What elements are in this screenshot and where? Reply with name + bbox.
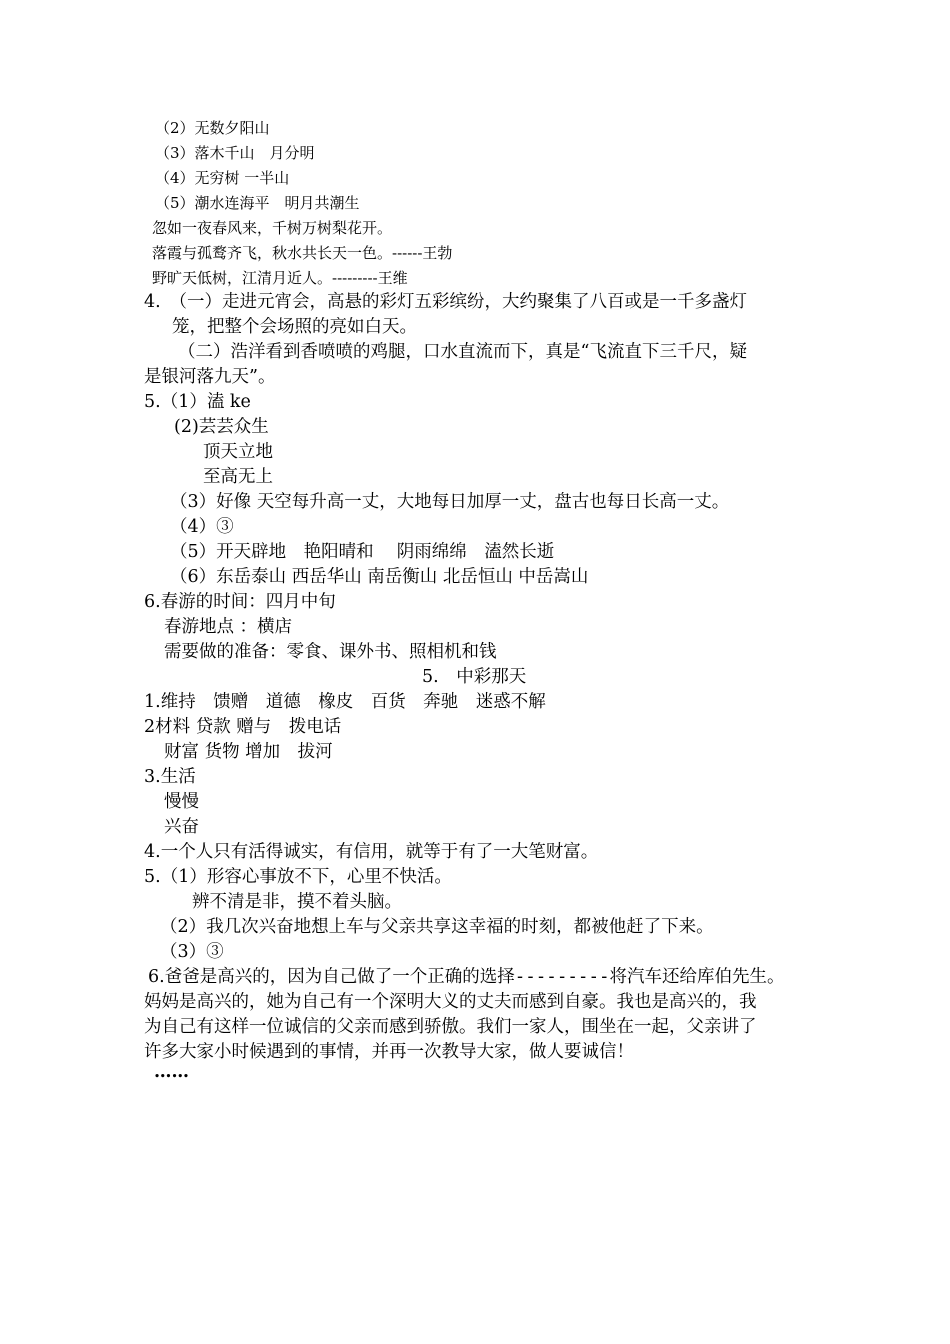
answer-text: 6.爸爸是高兴的，因为自己做了一个正确的选择 <box>148 967 515 987</box>
answer-line: 6.春游的时间：四月中旬 <box>144 592 336 612</box>
answer-line: 辨不清是非，摸不着头脑。 <box>192 892 402 912</box>
answer-line: （2）无数夕阳山 <box>155 119 270 137</box>
answer-line: （4）无穷树 一半山 <box>155 169 290 187</box>
answer-line: 4. （一）走进元宵会，高悬的彩灯五彩缤纷，大约聚集了八百或是一千多盏灯 <box>144 292 747 312</box>
poem-line: 忽如一夜春风来，千树万树梨花开。 <box>152 219 393 237</box>
answer-line: 5.（1）形容心事放不下，心里不快活。 <box>144 867 452 887</box>
dash-separator: --------- <box>514 967 610 987</box>
answer-line: （5）潮水连海平 明月共潮生 <box>155 194 360 212</box>
answer-line: 1.维持 馈赠 道德 橡皮 百货 奔驰 迷惑不解 <box>144 692 546 712</box>
answer-line: 3.生活 <box>144 767 196 787</box>
answer-line: （3）落木千山 月分明 <box>155 144 315 162</box>
answer-line: 兴奋 <box>164 817 199 837</box>
poem-line: 落霞与孤鹜齐飞，秋水共长天一色。------王勃 <box>152 244 453 262</box>
ellipsis: …… <box>154 1062 189 1082</box>
answer-line: （6）东岳泰山 西岳华山 南岳衡山 北岳恒山 中岳嵩山 <box>170 567 589 587</box>
answer-line: 慢慢 <box>164 792 199 812</box>
answer-line: （3）好像 天空每升高一丈，大地每日加厚一丈，盘古也每日长高一丈。 <box>170 492 730 512</box>
answer-line: 5.（1）溘 ke <box>144 392 251 412</box>
answer-line: 至高无上 <box>203 467 273 487</box>
answer-line: （2）我几次兴奋地想上车与父亲共享这幸福的时刻，都被他赶了下来。 <box>160 917 714 937</box>
answer-line: 顶天立地 <box>203 442 273 462</box>
answer-line: 春游地点 ：横店 <box>164 617 293 637</box>
answer-line: 4.一个人只有活得诚实，有信用，就等于有了一大笔财富。 <box>144 842 599 862</box>
answer-line: 需要做的准备：零食、课外书、照相机和钱 <box>164 642 497 662</box>
answer-line: 许多大家小时候遇到的事情，并再一次教导大家，做人要诚信！ <box>144 1042 634 1062</box>
answer-line: 妈妈是高兴的，她为自己有一个深明大义的丈夫而感到自豪。我也是高兴的，我 <box>144 992 757 1012</box>
answer-line: 笼，把整个会场照的亮如白天。 <box>172 317 417 337</box>
section-title: 5. 中彩那天 <box>422 667 527 687</box>
answer-line: (2)芸芸众生 <box>174 417 269 437</box>
answer-line: （5）开天辟地 艳阳晴和 阴雨绵绵 溘然长逝 <box>170 542 555 562</box>
answer-line: （4）③ <box>170 517 234 537</box>
answer-line: 为自己有这样一位诚信的父亲而感到骄傲。我们一家人，围坐在一起，父亲讲了 <box>144 1017 757 1037</box>
poem-line: 野旷天低树，江清月近人。---------王维 <box>152 269 408 287</box>
answer-line: 财富 货物 增加 拔河 <box>164 742 333 762</box>
answer-line: （3）③ <box>160 942 224 962</box>
answer-text: 将汽车还给库伯先生。 <box>609 967 785 987</box>
answer-line: （二）浩洋看到香喷喷的鸡腿，口水直流而下，真是“飞流直下三千尺，疑 <box>178 342 747 362</box>
answer-line <box>148 969 785 987</box>
answer-line: 2材料 贷款 赠与 拨电话 <box>144 717 342 737</box>
answer-line: 是银河落九天”。 <box>144 367 276 387</box>
